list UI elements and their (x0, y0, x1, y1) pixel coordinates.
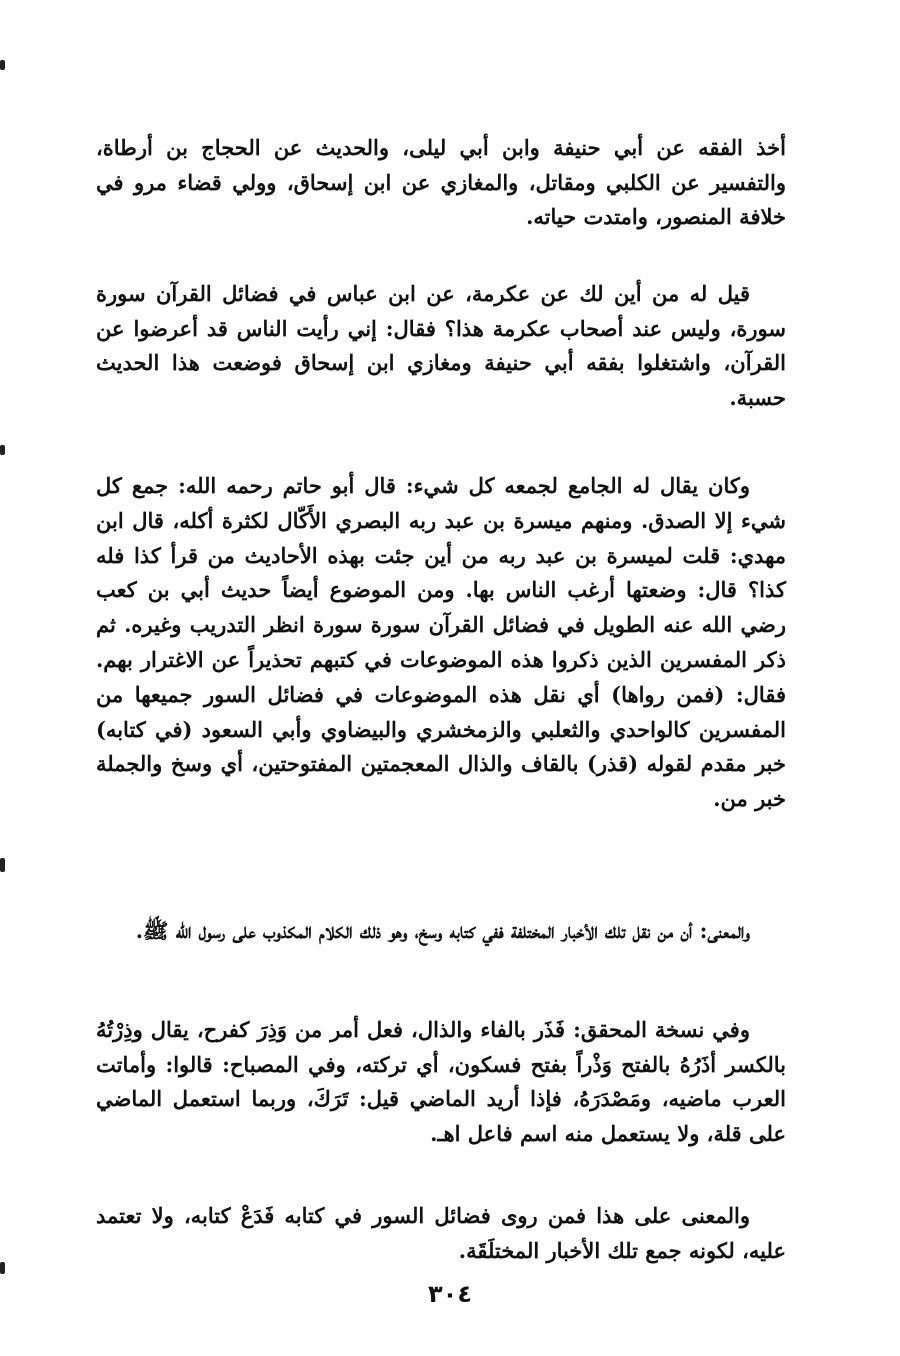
paragraph-6: والمعنى على هذا فمن روى فضائل السور في كتابه فَدَعْ كتابه، ولا تعتمد عليه، لكونه جمع تلك الأخبار المختلَقَة. (96, 1203, 786, 1263)
margin-mark (0, 1262, 5, 1274)
paragraph-2: قيل له من أين لك عن عكرمة، عن ابن عباس في فضائل القرآن سورة سورة، وليس عند أصحاب عكرمة هذا؟ فقال: إني رأيت الناس قد أعرضوا عن القرآن، واشتغلوا بفقه أبي حنيفة ومغازي ابن إسحاق فوضعت هذا الحديث حسبة. (96, 281, 786, 410)
page-number: ٣٠٤ (428, 1280, 472, 1308)
margin-mark (0, 445, 5, 455)
paragraph-3: وكان يقال له الجامع لجمعه كل شيء: قال أبو حاتم رحمه الله: جمع كل شيء إلا الصدق. ومنهم ميسرة بن عبد ربه البصري الأَكّال لكثرة أكله، قال ابن مهدي: قلت لميسرة بن عبد ربه من أين جئت بهذه الأحاديث من قرأ كذا فله كذا؟ قال: وضعتها أرغب الناس بها. ومن الموضوع أيضاً حديث أبي بن كعب رضي الله عنه الطويل في فضائل القرآن سورة سورة انظر التدريب وغيره. ثم ذكر المفسرين الذين ذكروا هذه الموضوعات في كتبهم تحذيراً عن الاغترار بهم. فقال: (فمن رواها) أي نقل هذه الموضوعات في فضائل السور جميعها من المفسرين كالواحدي والثعلبي والزمخشري والبيضاوي وأبي السعود (في كتابه) خبر مقدم لقوله (قذر) بالقاف والذال المعجمتين المفتوحتين، أي وسخ والجملة خبر من. (96, 473, 786, 812)
margin-mark (0, 858, 5, 872)
paragraph-4: والمعنى: أن من نقل تلك الأخبار المختلفة ففي كتابه وسخ، وهو ذلك الكلام المكذوب على رسول الله ﷺ. (135, 918, 750, 943)
margin-mark (0, 60, 5, 70)
paragraph-1: أخذ الفقه عن أبي حنيفة وابن أبي ليلى، والحديث عن الحجاج بن أرطاة، والتفسير عن الكلبي ومقاتل، والمغازي عن ابن إسحاق، وولي قضاء مرو في خلافة المنصور، وامتدت حياته. (96, 135, 786, 229)
paragraph-5: وفي نسخة المحقق: فَذَر بالفاء والذال، فعل أمر من وَذِرَ كفرح، يقال وذِرْتُهُ بالكسر أذَرُهُ بالفتح وَذْراً بفتح فسكون، أي تركته، وفي المصباح: قالوا: وأماتت العرب ماضيه، ومَصْدَرَهُ، فإذا أريد الماضي قيل: تَرَكَ، وربما استعمل الماضي على قلة، ولا يستعمل منه اسم فاعل اهـ. (96, 1017, 786, 1146)
